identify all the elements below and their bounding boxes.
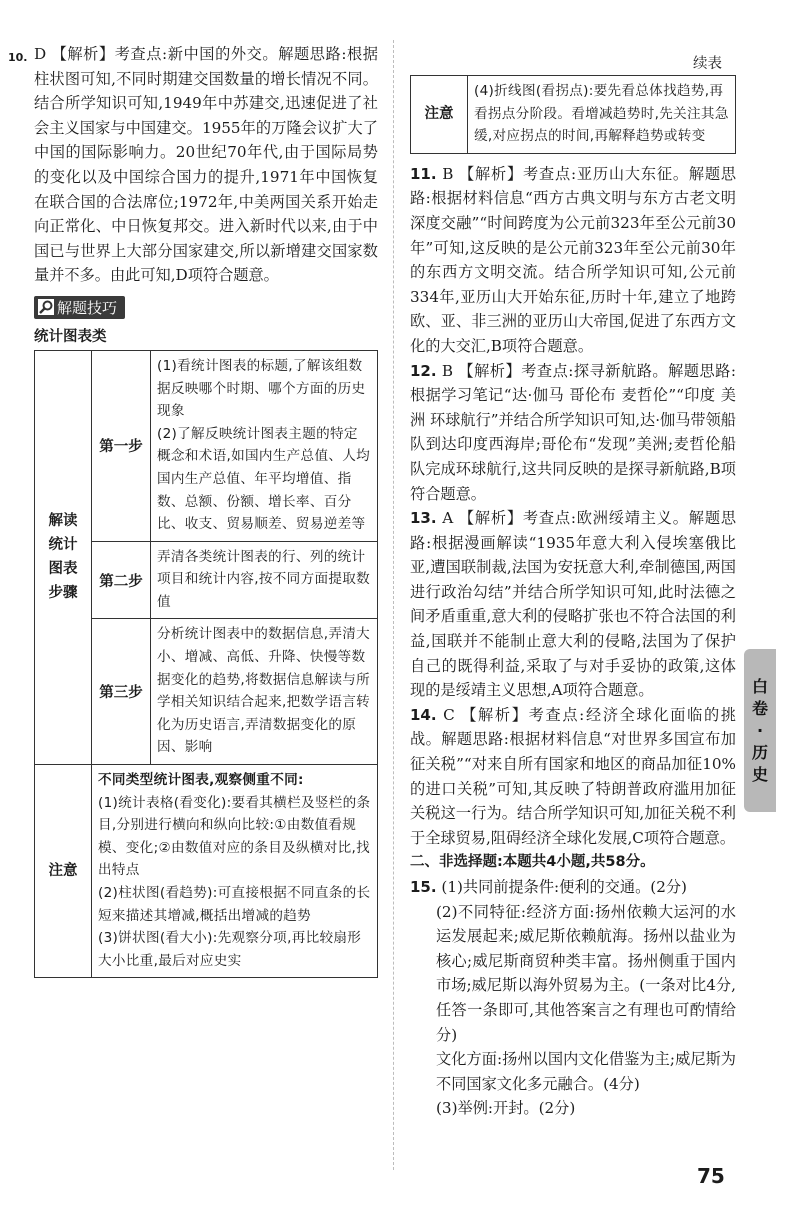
chart-reading-steps-table	[34, 350, 378, 978]
side-tab: 白 卷 · 历 史	[744, 649, 776, 812]
continued-table	[410, 75, 736, 154]
step-2-label: 第二步	[92, 541, 151, 619]
step-3-content: 分析统计图表中的数据信息,弄清大小、增减、高低、升降、快慢等数据变化的趋势,将数据信息解读与所学相关知识结合起来,把数学语言转化为历史语言,弄清数据变化的原因、影响	[151, 619, 378, 765]
cont-note-head: 注意	[411, 76, 468, 154]
question-11: 11. B 【解析】考查点:亚历山大东征。解题思路:根据材料信息“西方古典文明与东方古老文明深度交融”“时间跨度为公元前323年至公元前30年”可知,这反映的是公元前323年至公元前30年的东西方文明交流。结合所学知识可知,公元前334年,亚历山大开始东征,历时十年,建立了地跨欧、亚、非三洲的亚历山大帝国,促进了东西方文化的大交汇,B项符合题意。	[410, 164, 737, 355]
page-number: 75	[697, 1164, 725, 1188]
question-15-part3: (3)举例:开封。(2分)	[436, 1099, 576, 1118]
note-content: 不同类型统计图表,观察侧重不同: (1)统计表格(看变化):要看其横栏及竖栏的条目,分别进行横向和纵向比较:①由数值看规模、变化;②由数值对应的条目及纵横对比,找出特点 (2)柱状图(看趋势):可直接根据不同直条的长短来描述其增减,概括出增减的趋势 (3)饼状图(看大小):先观察分项,再比较扇形大小比重,最后对应史实	[92, 765, 378, 978]
question-15-part1: 15. (1)共同前提条件:便利的交通。(2分)	[410, 878, 687, 896]
tip-subheading: 统计图表类	[34, 328, 107, 345]
question-14: 14. C 【解析】考查点:经济全球化面临的挑战。解题思路:根据材料信息“对世界多国宣布加征关税”“对来自所有国家和地区的商品加征10%的进口关税”可知,其反映了特朗普政府滥用加征关税这一行为。结合所学知识可知,加征关税不利于全球贸易,阻碍经济全球化发展,C项符合题意。	[410, 705, 736, 847]
cont-note-content: (4)折线图(看拐点):要先看总体找趋势,再看拐点分阶段。看增减趋势时,先关注其急缓,对应拐点的时间,再解释趋势或转变	[468, 76, 736, 154]
note-head: 注意	[35, 765, 92, 978]
column-divider	[393, 40, 394, 1170]
step-3-label: 第三步	[92, 619, 151, 765]
question-15-part2-culture: 文化方面:扬州以国内文化借鉴为主;威尼斯为不同国家文化多元融合。(4分)	[436, 1050, 736, 1093]
question-number: 10.	[8, 51, 28, 64]
question-10	[8, 42, 378, 288]
step-1-label: 第一步	[92, 350, 151, 541]
magnifier-icon	[38, 299, 54, 315]
right-column	[410, 40, 736, 1121]
tip-badge	[34, 296, 125, 319]
step-2-content: 弄清各类统计图表的行、列的统计项目和统计内容,按不同方面提取数值	[151, 541, 378, 619]
left-column	[8, 42, 378, 978]
continued-label: 续表	[693, 56, 722, 72]
question-13: 13. A 【解析】考查点:欧洲绥靖主义。解题思路:根据漫画解读“1935年意大利入侵埃塞俄比亚,遭国联制裁,法国为安抚意大利,牵制德国,两国进行政治勾结”并结合所学知识可知,此时法德之间矛盾重重,意大利的侵略扩张也不符合法国的利益,国联并不能制止意大利的侵略,法国为了保护自己的既得利益,采取了与对手妥协的政策,这体现的是绥靖主义思想,A项符合题意。	[410, 509, 737, 700]
question-12: 12. B 【解析】考查点:探寻新航路。解题思路:根据学习笔记“达·伽马 哥伦布 麦哲伦”“印度 美洲 环球航行”并结合所学知识可知,达·伽马带领船队到达印度西海岸;哥伦布“发现”美洲;麦哲伦船队完成环球航行,这共同反映的是探寻新航路,B项符合题意。	[410, 361, 736, 503]
question-15-part2: (2)不同特征:经济方面:扬州依赖大运河的水运发展起来;威尼斯依赖航海。扬州以盐业为核心;威尼斯商贸种类丰富。扬州侧重于国内市场;威尼斯以海外贸易为主。(一条对比4分,任答一条即可,其他答案言之有理也可酌情给分)	[436, 902, 736, 1044]
section-heading: 二、非选择题:本题共4小题,共58分。	[410, 854, 655, 871]
row-head-reading-steps: 解读统计图表步骤	[35, 350, 92, 764]
step-1-content: (1)看统计图表的标题,了解该组数据反映哪个时期、哪个方面的历史现象 (2)了解反映统计图表主题的特定概念和术语,如国内生产总值、人均国内生产总值、年平均增值、指数、总额、份额、增长率、百分比、收支、贸易顺差、贸易逆差等	[151, 350, 378, 541]
tip-title: 解题技巧	[57, 298, 118, 317]
question-text: D 【解析】考查点:新中国的外交。解题思路:根据柱状图可知,不同时期建交国数量的增长情况不同。结合所学知识可知,1949年中苏建交,迅速促进了社会主义国家与中国建交。1955年的万隆会议扩大了中国的国际影响力。20世纪70年代,由于国际局势的变化以及中国综合国力的提升,1971年中国恢复在联合国的合法席位;1972年,中美两国关系开始走向正常化、中日恢复邦交。进入新时代以来,由于中国已与世界上大部分国家建交,所以新增建交国家数量并不多。由此可知,D项符合题意。	[34, 45, 378, 285]
